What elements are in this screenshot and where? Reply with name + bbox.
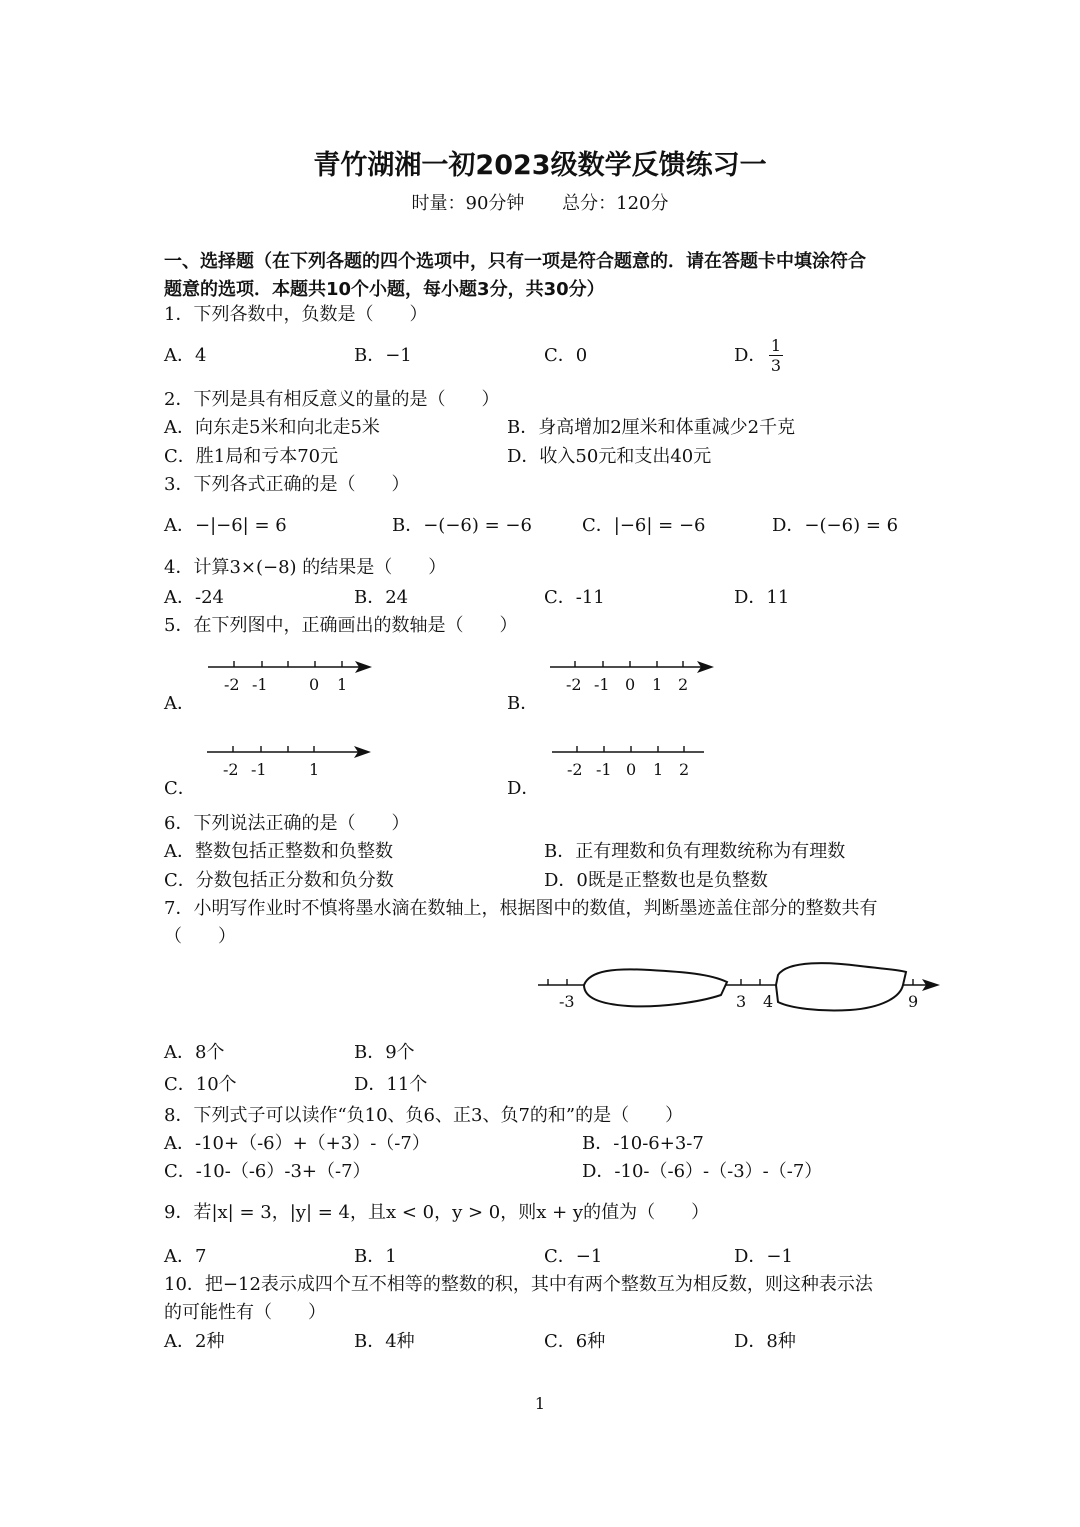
q8-option-d: D．-10-（-6）-（-3）-（-7） — [582, 1161, 823, 1182]
q10-option-c: C．6种 — [544, 1331, 606, 1352]
q6-option-b: B．正有理数和负有理数统称为有理数 — [544, 841, 846, 862]
tick-label: 2 — [678, 675, 689, 694]
q7-stem-cont: （ ） — [164, 926, 236, 947]
q4-option-a: A．-24 — [164, 587, 224, 608]
fraction-denominator: 3 — [770, 356, 782, 375]
q6-option-d: D．0既是正整数也是负整数 — [544, 870, 768, 891]
number-line-c — [207, 746, 371, 779]
tick-label: 1 — [652, 675, 663, 694]
ink-number-line — [538, 963, 940, 1011]
q1-stem: 1．下列各数中，负数是（ ） — [164, 304, 428, 325]
q9-option-b: B．1 — [354, 1246, 397, 1267]
q7-option-d: D．11个 — [354, 1074, 428, 1095]
q6-option-a: A．整数包括正整数和负整数 — [164, 841, 393, 862]
q9-option-c: C．−1 — [544, 1246, 603, 1267]
q7-option-b: B．9个 — [354, 1042, 415, 1063]
q1-option-d: D． — [734, 345, 767, 366]
q7-stem: 7．小明写作业时不慎将墨水滴在数轴上，根据图中的数值，判断墨迹盖住部分的整数共有 — [164, 898, 878, 919]
tick-label: 2 — [679, 760, 690, 779]
q2-option-b: B．身高增加2厘米和体重减少2千克 — [507, 417, 796, 438]
q5-option-b: B． — [507, 693, 539, 714]
tick-label: -2 — [223, 760, 239, 779]
time-limit: 时量：90分钟 — [411, 193, 525, 214]
tick-label: -1 — [251, 760, 267, 779]
q10-option-d: D．8种 — [734, 1331, 796, 1352]
number-line-d — [552, 746, 704, 779]
tick-label: -3 — [559, 992, 575, 1011]
q7-option-c: C．10个 — [164, 1074, 237, 1095]
q4-option-b: B．24 — [354, 587, 409, 608]
ink-blot-right — [776, 963, 906, 1010]
q4-stem: 4．计算3×(−8) 的结果是（ ） — [164, 557, 447, 578]
number-line-a — [208, 661, 372, 694]
tick-label: -1 — [252, 675, 268, 694]
tick-label: 3 — [736, 992, 747, 1011]
q9-option-d: D．−1 — [734, 1246, 793, 1267]
q3-stem: 3．下列各式正确的是（ ） — [164, 474, 410, 495]
q9-stem: 9．若|x| = 3，|y| = 4，且x < 0，y > 0，则x + y的值为（ ） — [164, 1202, 710, 1223]
q4-option-c: C．-11 — [544, 587, 605, 608]
q8-stem: 8．下列式子可以读作“负10、负6、正3、负7的和”的是（ ） — [164, 1105, 684, 1126]
total-score: 总分：120分 — [562, 193, 669, 214]
q3-option-c: C．|−6| = −6 — [582, 515, 706, 536]
page-title: 青竹湖湘一初2023级数学反馈练习一 — [313, 150, 767, 181]
q9-option-a: A．7 — [164, 1246, 207, 1267]
tick-label: -1 — [596, 760, 612, 779]
q4-option-d: D．11 — [734, 587, 790, 608]
q10-option-a: A．2种 — [164, 1331, 225, 1352]
q5-option-a: A． — [164, 693, 195, 714]
tick-label: -2 — [566, 675, 582, 694]
number-line-b — [550, 661, 714, 694]
q5-stem: 5．在下列图中，正确画出的数轴是（ ） — [164, 615, 518, 636]
tick-label: 1 — [309, 760, 320, 779]
q8-option-b: B．-10-6+3-7 — [582, 1133, 704, 1154]
tick-label: 0 — [626, 760, 637, 779]
tick-label: -1 — [594, 675, 610, 694]
q8-option-c: C．-10-（-6）-3+（-7） — [164, 1161, 371, 1182]
tick-label: 0 — [309, 675, 320, 694]
q5-option-d: D． — [507, 778, 540, 799]
q2-stem: 2．下列是具有相反意义的量的是（ ） — [164, 389, 500, 410]
tick-label: -2 — [224, 675, 240, 694]
q8-option-a: A．-10+（-6）+（+3）-（-7） — [164, 1133, 430, 1154]
section-heading-line2: 题意的选项．本题共10个小题，每小题3分，共30分） — [164, 279, 605, 300]
q6-option-c: C．分数包括正分数和负分数 — [164, 870, 394, 891]
q1-option-b: B．−1 — [354, 345, 412, 366]
tick-label: 9 — [908, 992, 919, 1011]
q10-option-b: B．4种 — [354, 1331, 415, 1352]
q2-option-d: D．收入50元和支出40元 — [507, 446, 712, 467]
q3-option-a: A．−|−6| = 6 — [164, 515, 287, 536]
q3-option-b: B．−(−6) = −6 — [392, 515, 532, 536]
q3-option-d: D．−(−6) = 6 — [772, 515, 899, 536]
q1-option-c: C．0 — [544, 345, 588, 366]
q1-option-a: A．4 — [164, 345, 207, 366]
q7-option-a: A．8个 — [164, 1042, 225, 1063]
section-heading-line1: 一、选择题（在下列各题的四个选项中，只有一项是符合题意的．请在答题卡中填涂符合 — [164, 251, 866, 272]
tick-label: 0 — [625, 675, 636, 694]
q2-option-c: C．胜1局和亏本70元 — [164, 446, 339, 467]
q10-stem-cont: 的可能性有（ ） — [164, 1302, 326, 1323]
tick-label: 1 — [653, 760, 664, 779]
fraction-numerator: 1 — [770, 336, 782, 355]
q10-stem: 10．把−12表示成四个互不相等的整数的积，其中有两个整数互为相反数，则这种表示法 — [164, 1274, 873, 1295]
tick-label: 1 — [337, 675, 348, 694]
tick-label: 4 — [763, 992, 774, 1011]
ink-blot-left — [584, 969, 727, 1006]
q5-option-c: C． — [164, 778, 196, 799]
page-number: 1 — [534, 1394, 546, 1413]
q6-stem: 6．下列说法正确的是（ ） — [164, 813, 410, 834]
q2-option-a: A．向东走5米和向北走5米 — [164, 417, 380, 438]
tick-label: -2 — [567, 760, 583, 779]
